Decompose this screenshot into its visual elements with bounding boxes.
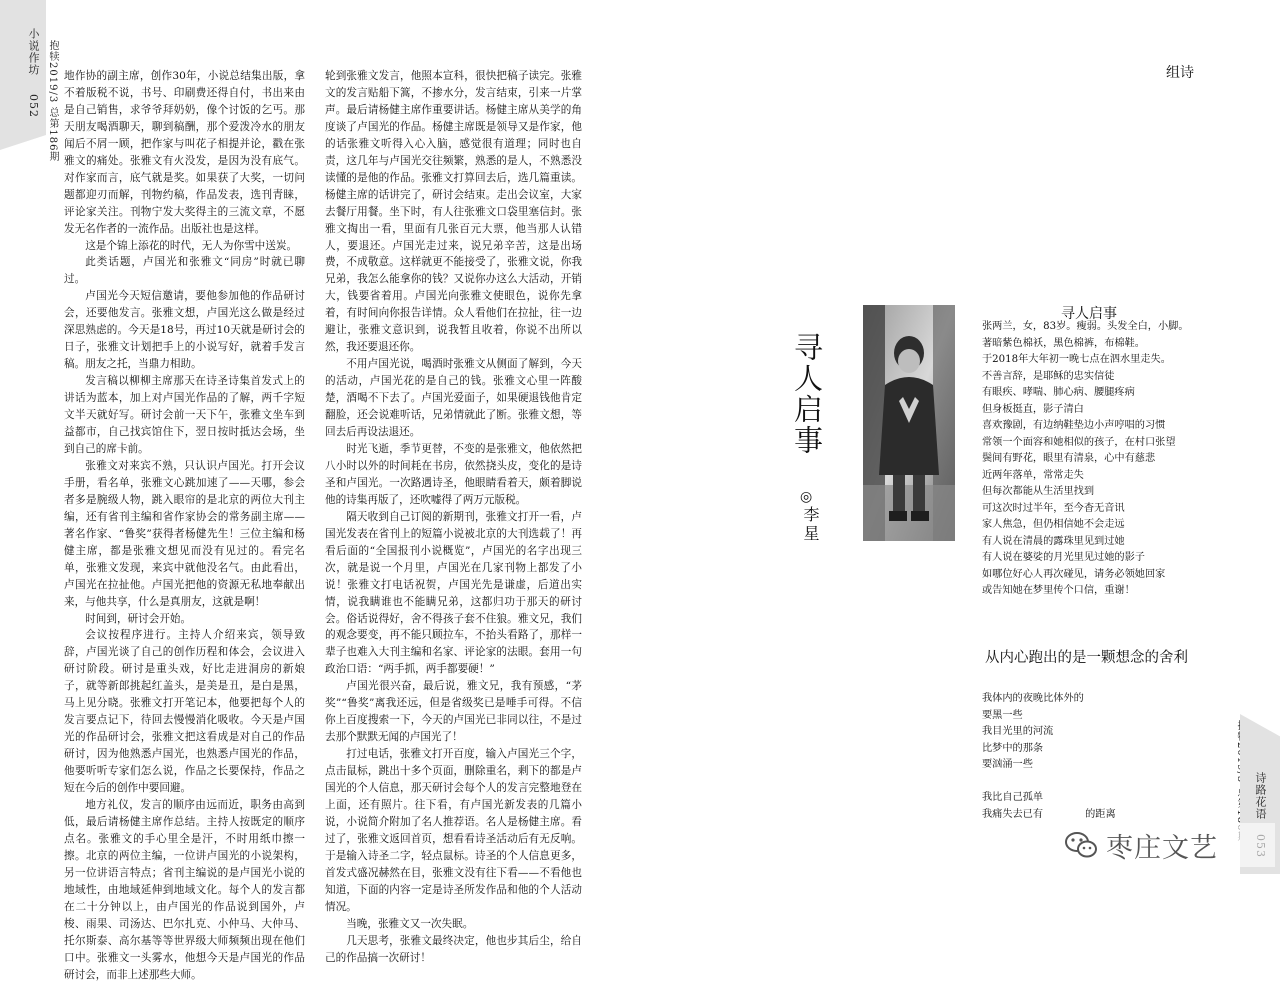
left-issue-label: 抱犊2019/3 总第186期 [47,40,58,163]
story-paragraph: 打过电话，张雅文打开百度，输入卢国光三个字，点击鼠标，跳出十多个页面，删除重名，剩下的都是卢国光的个人信息，那天研讨会每个人的发言完整地登在上面，还有照片。往下看，有卢国光新发表的几篇小说，小说简介附加了名人推荐语。名人是杨健主席。看过了，张雅文返回首页，想看看诗圣活动后有无反响。于是输入诗圣二字，轻点鼠标。诗圣的个人信息更多，首发式盛况赫然在目，张雅文没有往下看——不看他也知道，下面的内容一定是诗圣所发作品和他的个人活动情况。 [325,748,582,913]
story-paragraph: 张雅文对来宾不熟，只认识卢国光。打开会议手册，看名单，张雅文心跳加速了——天哪，参会者多是腕级人物，跳入眼帘的是北京的两位大刊主编，还有省刊主编和省作家协会的常务副主席——著名作家、“鲁奖”获得者杨健先生！三位主编和杨健主席，都是张雅文想见而没有见过的。看完名单，张雅文发现，来宾中就他没名气。由此看出，卢国光在拉扯他。卢国光把他的资源无私地奉献出来，与他共享，什么是真朋友，这就是啊！ [64,459,305,608]
poem-line: 于2018年大年初一晚七点在泗水里走失。 [982,354,1171,365]
story-paragraph: 时光飞逝，季节更替，不变的是张雅文，他依然把八小时以外的时间耗在书房，依然挠头皮，变化的是诗圣和卢国光。一次路遇诗圣，他眼睛看着天，颇着脚说他的诗集再版了，还吹嘘得了两万元版税。 [325,442,582,506]
poem-line: 如哪位好心人再次碰见，请务必领她回家 [982,568,1166,580]
poem-line: 要汹涌一些 [982,759,1033,770]
story-paragraph: 不用卢国光说，喝酒时张雅文从侧面了解到，今天的活动，卢国光花的是自己的钱。张雅文心里一阵酸楚，酒喝不下去了。卢国光爱面子，如果硬退钱他肯定翻脸，还会说难听话，兄弟情就此了断。张雅文想，等回去后再设法退还。 [325,358,582,439]
story-paragraph: 发言稿以柳柳主席那天在诗圣诗集首发式上的讲话为蓝本，加上对卢国光作品的了解，两千字短文半天就好写。研讨会前一天下午，张雅文坐车到益都市，自己找宾馆住下，翌日按时抵达会场，坐到自己的席卡前。 [64,375,305,455]
left-section-label: 小说作坊 [27,28,40,76]
story-paragraph: 卢国光很兴奋，最后说，雅文兄，我有预感，“茅奖”“鲁奖”离我还远，但是省级奖已是唾手可得。不信你上百度搜索一下，今天的卢国光已非同以往，不是过去那个默默无闻的卢国光了！ [325,680,582,744]
poem-line: 不善言辞，是耶稣的忠实信徒 [982,370,1115,382]
story-paragraph: 地作协的副主席，创作30年，小说总结集出版，拿不着版税不说，书号、印刷费还得自付，书出来由是自己销售，求爷爷拜奶奶，像个讨饭的乞丐。那天朋友喝酒聊天，聊到稿酬，那个爱泼冷水的朋友闻后不屑一顾，把作家与叫花子相提并论，戳在张雅文的痛处。张雅文有火没发，是因为没有底气。对作家而言，底气就是奖。如果获了大奖，一切问题都迎刃而解，刊物约稿，作品发表，选刊青睐，评论家关注。刊物宁发大奖得主的三流文章，不愿发无名作者的一流作品。出版社也是这样。 [64,70,305,235]
poem-line: 喜欢豫剧，有边纳鞋垫边小声哼唱的习惯 [982,420,1166,431]
story-paragraph: 卢国光今天短信邀请，要他参加他的作品研讨会，还要他发言。张雅文想，卢国光这么做是经过深思熟虑的。今天是18号，再过10天就是研讨会的日子，张雅文计划把手上的小说写好，就着手发言稿。朋友之托，当鼎力相助。 [64,290,305,371]
poem-line: 有人说在清晨的露珠里见到过她 [982,535,1125,547]
poem-line: 我比自己孤单 [982,792,1044,803]
poem-line: 张两兰，女，83岁。瘦弱。头发全白，小脚。 [982,321,1189,332]
poem-line: 但身板挺直，影子清白 [982,403,1084,415]
poem-line: 有眼疾、哮喘、肺心病、腰腿疼病 [982,387,1135,398]
poem-line: 或告知她在梦里传个口信，重谢！ [982,585,1135,596]
poem-line: 要黑一些 [982,709,1023,721]
left-page-number: 052 [27,94,40,118]
wechat-icon [1064,830,1098,860]
story-paragraph: 这是个锦上添花的时代，无人为你雪中送炭。 [85,239,298,252]
stanza-gap [982,774,1116,791]
story-paragraph: 几天思考，张雅文最终决定，他也步其后尘，给自己的作品搞一次研讨！ [325,934,582,964]
elderly-woman-photo [863,305,955,541]
poem-line: 我目光里的河流 [982,726,1054,737]
poem-line: 可这次时过半年，至今杳无音讯 [982,502,1125,514]
poem1-title: 寻人启事 [1061,306,1117,322]
poem-line-head: 我痛失去已有 [982,808,1044,820]
group-poem-title: 组诗 [1166,65,1194,81]
author-title-vertical: 寻人启事 [790,332,824,456]
story-paragraph: 轮到张雅文发言，他照本宣科，很快把稿子读完。张雅文的发言贴船下篙，不掺水分，发言结束，引来一片掌声。最后请杨健主席作重要讲话。杨健主席从美学的角度谈了卢国光的作品。杨健主席既是领导又是作家，他的话张雅文听得入心入脑，感觉很有道理；同时也自责，这几年与卢国光交往频繁，熟悉的是人，不熟悉没读懂的是他的作品。张雅文打算回去后，选几篇重读。杨健主席的话讲完了，研讨会结束。走出会议室，大家去餐厅用餐。坐下时，有人往张雅文口袋里塞信封。张雅文掏出一看，里面有几张百元大票，他当那人认错人，要退还。卢国光走过来，说兄弟辛苦，这是出场费，不成敬意。这样就更不能接受了，张雅文说，你我兄弟，我怎么能拿你的钱？又说你办这么大活动，开销大，钱要省着用。卢国光向张雅文使眼色，说你先拿着，有时间向你报告详情。众人看他们在拉扯，往一边避让，张雅文意识到，说我暂且收着，你说不出所以然，我还要退还你。 [325,70,582,354]
poem-line: 鬓间有野花，眼里有清泉，心中有慈悲 [982,453,1156,464]
poem-line: 家人焦急，但仍相信她不会走远 [982,519,1125,530]
poem-line: 近两年落单，常常走失 [982,469,1084,481]
poem-line: 常领一个面容和她相似的孩子，在村口张望 [982,436,1176,448]
author-mark: ◎ [800,489,813,505]
watermark-text: 枣庄文艺 [1106,832,1218,864]
poem-line [982,807,1116,824]
story-paragraph: 地方礼仪，发言的顺序由远而近，职务由高到低，最后请杨健主席作总结。主持人按既定的顺序点名。张雅文的手心里全是汗，不时用纸巾擦一擦。北京的两位主编，一位讲卢国光的小说架构，另一位讲语言特点；省刊主编说的是卢国光小说的地域性，由地域延伸到地域文化。每个人的发言都在二十分钟以上，由卢国光的作品说到国外，卢梭、雨果、司汤达、巴尔扎克、小仲马、大仲马、托尔斯泰、高尔基等等世界级大师频频出现在他们口中。张雅文一头雾水，他想今天是卢国光的作品研讨会，而非上述那些大师。 [64,798,305,981]
poem1-body [982,319,1189,600]
story-paragraph: 会议按程序进行。主持人介绍来宾，领导致辞，卢国光谈了自己的创作历程和体会，会议进入研讨阶段。研讨是重头戏，好比走进洞房的新娘子，就等新郎挑起红盖头，是美是丑，是白是黑，马上见分晓。张雅文打开笔记本，他要把每个人的发言要点记下，待回去慢慢消化吸收。今天是卢国光的作品研讨会，张雅文把这看成是对自己的作品研讨，因为他熟悉卢国光，也熟悉卢国光的作品，他要听听专家们怎么说，作品之长要保持，作品之短在今后的创作中要回避。 [64,629,305,795]
poem-line-tail: 的距离 [1085,808,1116,820]
story-paragraph: 隔天收到自己订阅的新期刊，张雅文打开一看，卢国光发表在省刊上的短篇小说被北京的大刊选载了！再看后面的“全国报刊小说概览”，卢国光的名字出现三次，就是说一个月里，卢国光在几家刊物上都发了小说！张雅文打电话祝贺，卢国光先是谦虚，后道出实情，说我瞒谁也不能瞒兄弟，这都归功于那天的研讨会。俗话说得好，舍不得孩子套不住狼。雅文兄，我们的观念要变，再不能只顾拉车，不抬头看路了，那样一辈子也难入大刊主编和名家、评论家的法眼。套用一句政治口语：“两手抓，两手都要硬！” [325,510,582,676]
story-column-2 [325,68,582,967]
poem-line: 但每次都能从生活里找到 [982,486,1095,497]
poem-line: 有人说在婆娑的月光里见过她的影子 [982,552,1145,563]
right-section-label: 诗路花语 [1254,772,1267,820]
story-column-1 [64,68,305,983]
poem2-title: 从内心跑出的是一颗想念的舍利 [985,650,1188,666]
story-paragraph: 时间到，研讨会开始。 [85,612,192,625]
poem-line: 著暗紫色棉袄，黑色棉裤，布棉鞋。 [982,337,1145,349]
watermark [1060,823,1275,867]
poem-line: 比梦中的那条 [982,742,1044,754]
poem2-body [982,691,1116,823]
story-paragraph: 当晚，张雅文又一次失眠。 [346,917,474,930]
poem-line: 我体内的夜晚比体外的 [982,693,1084,704]
story-paragraph: 此类话题，卢国光和张雅文“同房”时就已聊过。 [64,256,305,286]
author-name: 李星 [801,506,820,544]
